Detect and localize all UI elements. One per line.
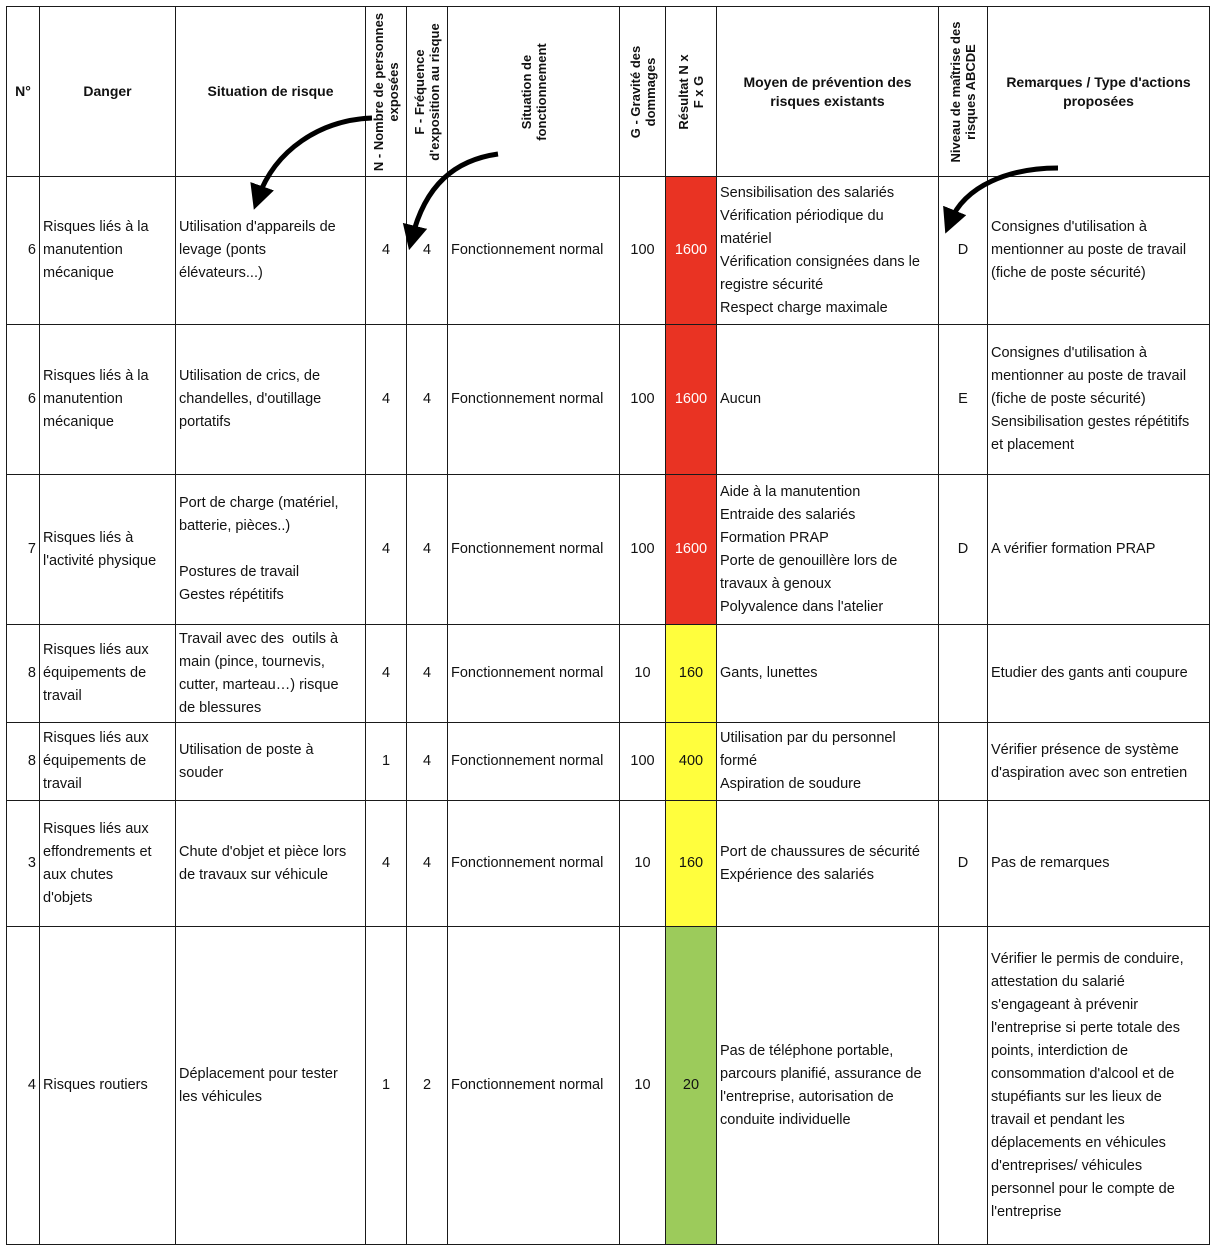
cell-remarques-line: points, interdiction de xyxy=(991,1042,1129,1059)
cell-danger-line: Risques liés aux xyxy=(43,642,149,658)
cell-niveau: D xyxy=(939,475,988,625)
cell-situation-line: Travail avec des outils à xyxy=(179,630,339,647)
header-resultat xyxy=(666,7,717,177)
cell-danger-line: aux chutes xyxy=(43,866,114,883)
cell-moyens-line: Entraide des salariés xyxy=(720,506,856,523)
cell-n: 4 xyxy=(366,177,407,325)
cell-remarques-line: Vérifier présence de système xyxy=(991,741,1179,758)
cell-moyens-line: Porte de genouillère lors de xyxy=(720,552,898,569)
cell-g: 100 xyxy=(620,177,666,325)
cell-situation-line: batterie, pièces..) xyxy=(179,518,291,534)
cell-g: 100 xyxy=(620,325,666,475)
cell-resultat: 160 xyxy=(666,801,717,927)
header-danger: Danger xyxy=(40,7,176,177)
cell-moyens-line: Vérification consignées dans le xyxy=(720,253,920,270)
cell-fonctionnement: Fonctionnement normal xyxy=(448,325,620,475)
header-n xyxy=(366,7,407,177)
cell-danger-line: travail xyxy=(43,688,82,704)
cell-remarques xyxy=(988,625,1210,723)
header-moyens: Moyen de prévention des risques existants xyxy=(717,7,939,177)
cell-moyens-line: parcours planifié, assurance de xyxy=(720,1065,922,1082)
cell-situation xyxy=(176,801,366,927)
cell-remarques-line: mentionner au poste de travail xyxy=(991,242,1187,258)
cell-remarques xyxy=(988,801,1210,927)
cell-danger-line: Risques liés aux xyxy=(43,820,149,837)
cell-situation xyxy=(176,625,366,723)
table-row xyxy=(7,801,1210,927)
cell-n: 1 xyxy=(366,723,407,801)
cell-n: 4 xyxy=(366,801,407,927)
cell-remarques-line: attestation du salarié xyxy=(991,973,1125,990)
cell-n: 1 xyxy=(366,927,407,1245)
cell-danger xyxy=(40,723,176,801)
table-row xyxy=(7,723,1210,801)
cell-danger xyxy=(40,177,176,325)
cell-danger xyxy=(40,325,176,475)
cell-situation-line: les véhicules xyxy=(179,1088,263,1105)
table-row xyxy=(7,177,1210,325)
cell-danger xyxy=(40,927,176,1245)
cell-resultat: 160 xyxy=(666,625,717,723)
header-row xyxy=(7,7,1210,177)
cell-resultat: 1600 xyxy=(666,475,717,625)
cell-remarques xyxy=(988,475,1210,625)
risk-assessment-sheet xyxy=(6,6,1210,1245)
cell-f: 4 xyxy=(407,475,448,625)
cell-f: 4 xyxy=(407,723,448,801)
cell-fonctionnement: Fonctionnement normal xyxy=(448,927,620,1245)
cell-niveau: E xyxy=(939,325,988,475)
cell-remarques-line: Consignes d'utilisation à xyxy=(991,219,1147,235)
cell-remarques-line: (fiche de poste sécurité) xyxy=(991,265,1146,281)
header-n-label: N - Nombre de personnes exposées xyxy=(371,12,401,171)
cell-num: 8 xyxy=(7,723,40,801)
cell-n: 4 xyxy=(366,325,407,475)
cell-fonctionnement: Fonctionnement normal xyxy=(448,625,620,723)
cell-remarques-line: s'engageant à prévenir xyxy=(991,996,1139,1013)
header-num: N° xyxy=(7,7,40,177)
cell-remarques-line: Pas de remarques xyxy=(991,855,1110,871)
cell-remarques-line: A vérifier formation PRAP xyxy=(991,541,1156,557)
cell-moyens xyxy=(717,723,939,801)
cell-remarques-line: déplacements en véhicules xyxy=(991,1134,1166,1151)
cell-niveau: D xyxy=(939,177,988,325)
cell-remarques-line: consommation d'alcool et de xyxy=(991,1065,1175,1082)
cell-moyens-line: Respect charge maximale xyxy=(720,299,888,316)
cell-resultat: 1600 xyxy=(666,177,717,325)
cell-situation-line: chandelles, d'outillage xyxy=(179,391,322,407)
cell-moyens-line: Gants, lunettes xyxy=(720,665,818,681)
cell-situation-line: Utilisation de crics, de xyxy=(179,368,321,384)
cell-moyens-line: Expérience des salariés xyxy=(720,866,874,883)
cell-f: 4 xyxy=(407,801,448,927)
cell-situation-line: souder xyxy=(179,764,224,781)
cell-situation-line: Port de charge (matériel, xyxy=(179,495,339,511)
cell-situation-line: Déplacement pour tester xyxy=(179,1065,338,1082)
cell-moyens-line: conduite individuelle xyxy=(720,1111,851,1128)
cell-situation-line: Postures de travail xyxy=(179,564,300,580)
cell-situation-line: portatifs xyxy=(179,414,231,430)
cell-num: 6 xyxy=(7,177,40,325)
cell-remarques-line: Vérifier le permis de conduire, xyxy=(991,950,1184,967)
cell-moyens-line: formé xyxy=(720,753,758,769)
cell-moyens xyxy=(717,927,939,1245)
cell-moyens-line: Formation PRAP xyxy=(720,529,829,546)
header-g-label: G - Gravité des dommages xyxy=(627,45,658,138)
cell-f: 2 xyxy=(407,927,448,1245)
cell-moyens xyxy=(717,625,939,723)
cell-remarques-line: (fiche de poste sécurité) xyxy=(991,391,1146,407)
cell-remarques xyxy=(988,723,1210,801)
table-row xyxy=(7,927,1210,1245)
cell-fonctionnement: Fonctionnement normal xyxy=(448,475,620,625)
header-niveau-label: Niveau de maîtrise des risques ABCDE xyxy=(948,21,978,162)
cell-remarques-line: Consignes d'utilisation à xyxy=(991,345,1147,361)
cell-situation-line: Utilisation d'appareils de xyxy=(179,219,336,235)
cell-situation xyxy=(176,177,366,325)
cell-niveau: D xyxy=(939,801,988,927)
cell-remarques xyxy=(988,325,1210,475)
cell-situation-line: levage (ponts xyxy=(179,242,267,258)
header-situation: Situation de risque xyxy=(176,7,366,177)
cell-danger-line: Risques liés à la xyxy=(43,368,149,384)
cell-moyens-line: matériel xyxy=(720,230,772,247)
cell-danger xyxy=(40,475,176,625)
cell-moyens-line: Aucun xyxy=(720,391,762,407)
cell-resultat: 20 xyxy=(666,927,717,1245)
cell-g: 100 xyxy=(620,475,666,625)
cell-n: 4 xyxy=(366,625,407,723)
cell-danger-line: mécanique xyxy=(43,414,114,430)
cell-g: 10 xyxy=(620,801,666,927)
cell-remarques-line: Sensibilisation gestes répétitifs xyxy=(991,414,1190,430)
cell-remarques-line: et placement xyxy=(991,437,1075,453)
cell-num: 4 xyxy=(7,927,40,1245)
cell-moyens-line: Utilisation par du personnel xyxy=(720,730,896,746)
cell-danger-line: l'activité physique xyxy=(43,552,157,569)
cell-situation-line: Chute d'objet et pièce lors xyxy=(179,843,347,860)
cell-danger-line: équipements de xyxy=(43,665,147,681)
cell-danger-line: Risques liés à la xyxy=(43,219,149,235)
cell-danger-line: effondrements et xyxy=(43,843,152,860)
cell-moyens-line: Sensibilisation des salariés xyxy=(720,184,895,201)
cell-situation-line: de blessures xyxy=(179,699,262,716)
cell-fonctionnement: Fonctionnement normal xyxy=(448,723,620,801)
cell-situation-line: élévateurs...) xyxy=(179,265,263,281)
cell-num: 8 xyxy=(7,625,40,723)
cell-resultat: 1600 xyxy=(666,325,717,475)
cell-situation-line: cutter, marteau…) risque xyxy=(179,676,339,693)
cell-num: 6 xyxy=(7,325,40,475)
cell-g: 100 xyxy=(620,723,666,801)
cell-remarques-line: Etudier des gants anti coupure xyxy=(991,665,1188,681)
cell-niveau xyxy=(939,927,988,1245)
risk-rows xyxy=(7,177,1210,1245)
cell-situation xyxy=(176,927,366,1245)
cell-num: 3 xyxy=(7,801,40,927)
header-f-label: F - Fréquence d'exposition au risque xyxy=(412,22,442,161)
cell-danger-line: équipements de xyxy=(43,753,147,769)
cell-moyens-line: Aspiration de soudure xyxy=(720,776,862,792)
header-fonctionnement xyxy=(448,7,620,177)
cell-niveau xyxy=(939,625,988,723)
cell-remarques xyxy=(988,177,1210,325)
cell-niveau xyxy=(939,723,988,801)
cell-moyens-line: travaux à genoux xyxy=(720,575,832,592)
cell-danger xyxy=(40,801,176,927)
cell-danger-line: mécanique xyxy=(43,265,114,281)
cell-situation xyxy=(176,475,366,625)
cell-situation xyxy=(176,325,366,475)
cell-moyens-line: Port de chaussures de sécurité xyxy=(720,843,920,860)
cell-situation-line: Gestes répétitifs xyxy=(179,587,284,603)
cell-remarques-line: mentionner au poste de travail xyxy=(991,368,1187,384)
cell-moyens-line: l'entreprise, autorisation de xyxy=(720,1088,894,1105)
cell-danger-line: Risques routiers xyxy=(43,1077,148,1093)
cell-remarques-line: d'entreprises/ véhicules xyxy=(991,1157,1143,1174)
cell-situation-line xyxy=(179,538,362,561)
cell-moyens xyxy=(717,177,939,325)
cell-f: 4 xyxy=(407,177,448,325)
cell-g: 10 xyxy=(620,625,666,723)
cell-g: 10 xyxy=(620,927,666,1245)
cell-moyens-line: Aide à la manutention xyxy=(720,483,861,500)
cell-danger-line: travail xyxy=(43,776,82,792)
cell-fonctionnement: Fonctionnement normal xyxy=(448,801,620,927)
header-niveau xyxy=(939,7,988,177)
table-row xyxy=(7,625,1210,723)
cell-moyens-line: Vérification périodique du xyxy=(720,207,884,224)
cell-situation xyxy=(176,723,366,801)
cell-remarques-line: travail et pendant les xyxy=(991,1111,1125,1128)
header-g xyxy=(620,7,666,177)
cell-situation-line: de travaux sur véhicule xyxy=(179,866,329,883)
cell-danger-line: Risques liés à xyxy=(43,529,134,546)
cell-remarques-line: l'entreprise xyxy=(991,1203,1062,1220)
cell-danger-line: Risques liés aux xyxy=(43,730,149,746)
header-fonctionnement-label: Situation de fonctionnement xyxy=(518,42,549,141)
cell-f: 4 xyxy=(407,625,448,723)
cell-remarques-line: l'entreprise si perte totale des xyxy=(991,1019,1180,1036)
table-row xyxy=(7,475,1210,625)
cell-moyens-line: registre sécurité xyxy=(720,276,824,293)
cell-remarques-line: stupéfiants sur les lieux de xyxy=(991,1088,1162,1105)
header-remarques: Remarques / Type d'actions proposées xyxy=(988,7,1210,177)
cell-n: 4 xyxy=(366,475,407,625)
cell-moyens-line: Polyvalence dans l'atelier xyxy=(720,598,884,615)
cell-remarques xyxy=(988,927,1210,1245)
cell-moyens xyxy=(717,475,939,625)
header-resultat-label: Résultat N x F x G xyxy=(676,53,706,130)
cell-danger-line: manutention xyxy=(43,391,123,407)
cell-moyens xyxy=(717,325,939,475)
cell-moyens xyxy=(717,801,939,927)
cell-moyens-line: Pas de téléphone portable, xyxy=(720,1042,894,1059)
risk-table xyxy=(6,6,1210,1245)
cell-num: 7 xyxy=(7,475,40,625)
cell-danger-line: manutention xyxy=(43,242,123,258)
cell-remarques-line: d'aspiration avec son entretien xyxy=(991,764,1188,781)
cell-danger xyxy=(40,625,176,723)
cell-fonctionnement: Fonctionnement normal xyxy=(448,177,620,325)
table-row xyxy=(7,325,1210,475)
cell-situation-line: Utilisation de poste à xyxy=(179,741,314,758)
cell-danger-line: d'objets xyxy=(43,889,93,906)
cell-situation-line: main (pince, tournevis, xyxy=(179,653,325,670)
header-f xyxy=(407,7,448,177)
cell-remarques-line: personnel pour le compte de xyxy=(991,1180,1175,1197)
cell-f: 4 xyxy=(407,325,448,475)
cell-resultat: 400 xyxy=(666,723,717,801)
